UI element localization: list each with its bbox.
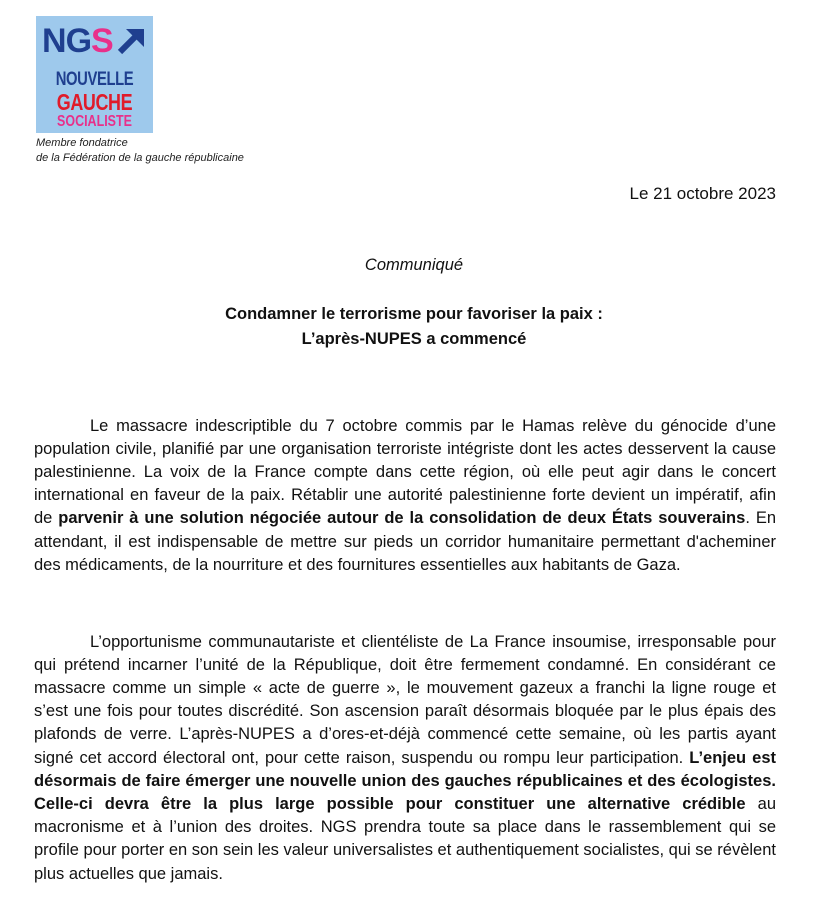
- title-line2: L’après-NUPES a commencé: [301, 330, 527, 348]
- member-note-line1: Membre fondatrice: [36, 137, 128, 149]
- paragraph-2: [34, 631, 776, 886]
- paragraph-2-text-b: au macronisme et à l’union des droites. NGS prendra toute sa place dans le rassemblement qui se profile pour porter en son sein les valeur universalistes et authentiquement socialistes, qui se révèlent plus actuelles que jamais.: [34, 794, 777, 883]
- paragraph-1-text-a: Le massacre indescriptible du 7 octobre commis par le Hamas relève du génocide d’une population civile, planifié par une organisation terroriste intégriste dont les actes desservent la cause palestinienne. La voix de la France compte dans cette région, où elle peut agir dans le concert international en faveur de la paix. Rétablir une autorité palestinienne forte devient un impératif, afin de: [34, 416, 776, 528]
- paragraph-1-bold: parvenir à une solution négociée autour de la consolidation de deux États souverains: [58, 509, 746, 528]
- document-type: Communiqué: [364, 256, 464, 274]
- logo-line-socialiste: SOCIALISTE: [57, 113, 132, 130]
- title-line1: Condamner le terrorisme pour favoriser la paix :: [225, 305, 603, 323]
- paragraph-1-text-b: . En attendant, il est indispensable de mettre sur pieds un corridor humanitaire permettant d'acheminer des médicaments, de la nourriture et des fournitures essentielles aux habitants de Gaza.: [34, 509, 777, 574]
- logo-letter-g: G: [65, 22, 92, 60]
- paragraph-2-text-a: L’opportunisme communautariste et clientéliste de La France insoumise, irresponsable pour qui prétend incarner l’unité de la République, doit être fermement condamné. En considérant ce massacre comme un simple « acte de guerre », le mouvement gazeux a franchi la ligne rouge et s’est une fois pour toutes discrédité. Son ascension paraît désormais bloquée par le plus épais des plafonds de verre. L’après-NUPES a d’ores-et-déjà commencé cette semaine, où les partis ayant signé cet accord électoral ont, pour cette raison, suspendu ou rompu leur participation.: [34, 632, 776, 767]
- document-title: [0, 302, 828, 352]
- logo-letter-n: N: [42, 22, 66, 60]
- paragraph-2-bold: L’enjeu est désormais de faire émerger une nouvelle union des gauches républicaines et des écologistes. Celle-ci devra être la plus large possible pour constituer une alternative crédible: [34, 748, 777, 813]
- arrow-up-right-icon: [116, 26, 146, 56]
- ngs-logo: [36, 16, 153, 133]
- logo-acronym: [42, 24, 113, 58]
- logo-line-nouvelle: NOUVELLE: [55, 69, 134, 90]
- paragraph-1: [34, 415, 776, 577]
- logo-line-gauche: GAUCHE: [56, 89, 133, 115]
- member-note-line2: de la Fédération de la gauche républicaine: [36, 152, 244, 164]
- document-date: Le 21 octobre 2023: [629, 184, 776, 203]
- member-note: [36, 136, 244, 166]
- logo-letter-s: S: [91, 22, 113, 60]
